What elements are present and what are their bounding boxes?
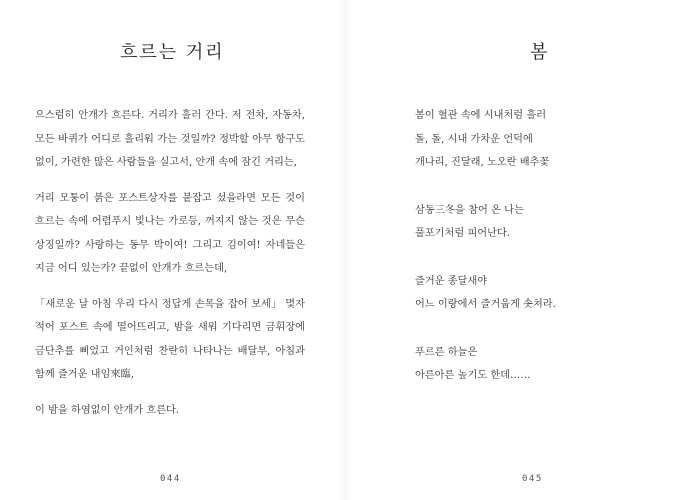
- poem-line: 돌, 돌, 시내 가차운 언덕에: [415, 133, 533, 145]
- poem-line: 풀포기처럼 피어난다.: [415, 228, 511, 239]
- stanza: [415, 104, 665, 175]
- paragraph: 「새로운 날 아침 우리 다시 정답게 손목을 잡어 보세」 몇자 적어 포스트 속에 떨어뜨리고, 밤을 새워 기다리면 금휘장에 금단추를 삐었고 거인처럼 찬란히 나타나는 배달부, 아침과 함께 즐거운 내임來臨,: [35, 298, 305, 380]
- page-number: 044: [160, 474, 181, 484]
- page-number: 045: [522, 474, 543, 484]
- stanza: [415, 341, 665, 388]
- poem-line: 아른아른 높기도 한데……: [415, 370, 531, 381]
- paragraph: 거리 모퉁이 붉은 포스트상자를 붙잡고 섰을라면 모든 것이 흐르는 속에 어렴푸시 빛나는 가로등, 꺼지지 않는 것은 무슨 상징일까? 사랑하는 동무 박이여! 그리고 김이여! 자네들은 지금 어디 있는가? 끝없이 안개가 흐르는데,: [35, 192, 305, 274]
- poem-line: 어느 이랑에서 즐거웁게 솟쳐라.: [415, 299, 556, 310]
- stanza: [415, 199, 665, 246]
- left-page: [0, 0, 340, 500]
- poem-line: 푸르른 하늘은: [415, 346, 478, 358]
- poem-line: 삼동三冬을 참어 온 나는: [415, 204, 524, 216]
- prose-body: [35, 104, 305, 434]
- poem-line: 봄이 혈관 속에 시내처럼 흘러: [415, 110, 547, 121]
- paragraph: 이 밤을 하염없이 안개가 흐른다.: [35, 404, 180, 416]
- page-title: 흐르는 거리: [120, 42, 225, 63]
- poem-line: 즐거운 종달새야: [415, 275, 488, 287]
- stanza: [415, 270, 665, 317]
- paragraph: 으스럼히 안개가 흐른다. 거리가 흘러 간다. 저 전차, 자동차, 모든 바퀴가 어디로 흘리워 가는 것일까? 정박할 아무 항구도 없이, 가련한 많은 사람들을 실고서, 안개 속에 잠긴 거리는,: [35, 110, 305, 168]
- poem-line: 개나리, 진달래, 노오란 배추꽃: [415, 157, 550, 168]
- right-page: [350, 0, 700, 500]
- poem-title: 봄: [530, 42, 550, 63]
- poem-body: [415, 104, 665, 412]
